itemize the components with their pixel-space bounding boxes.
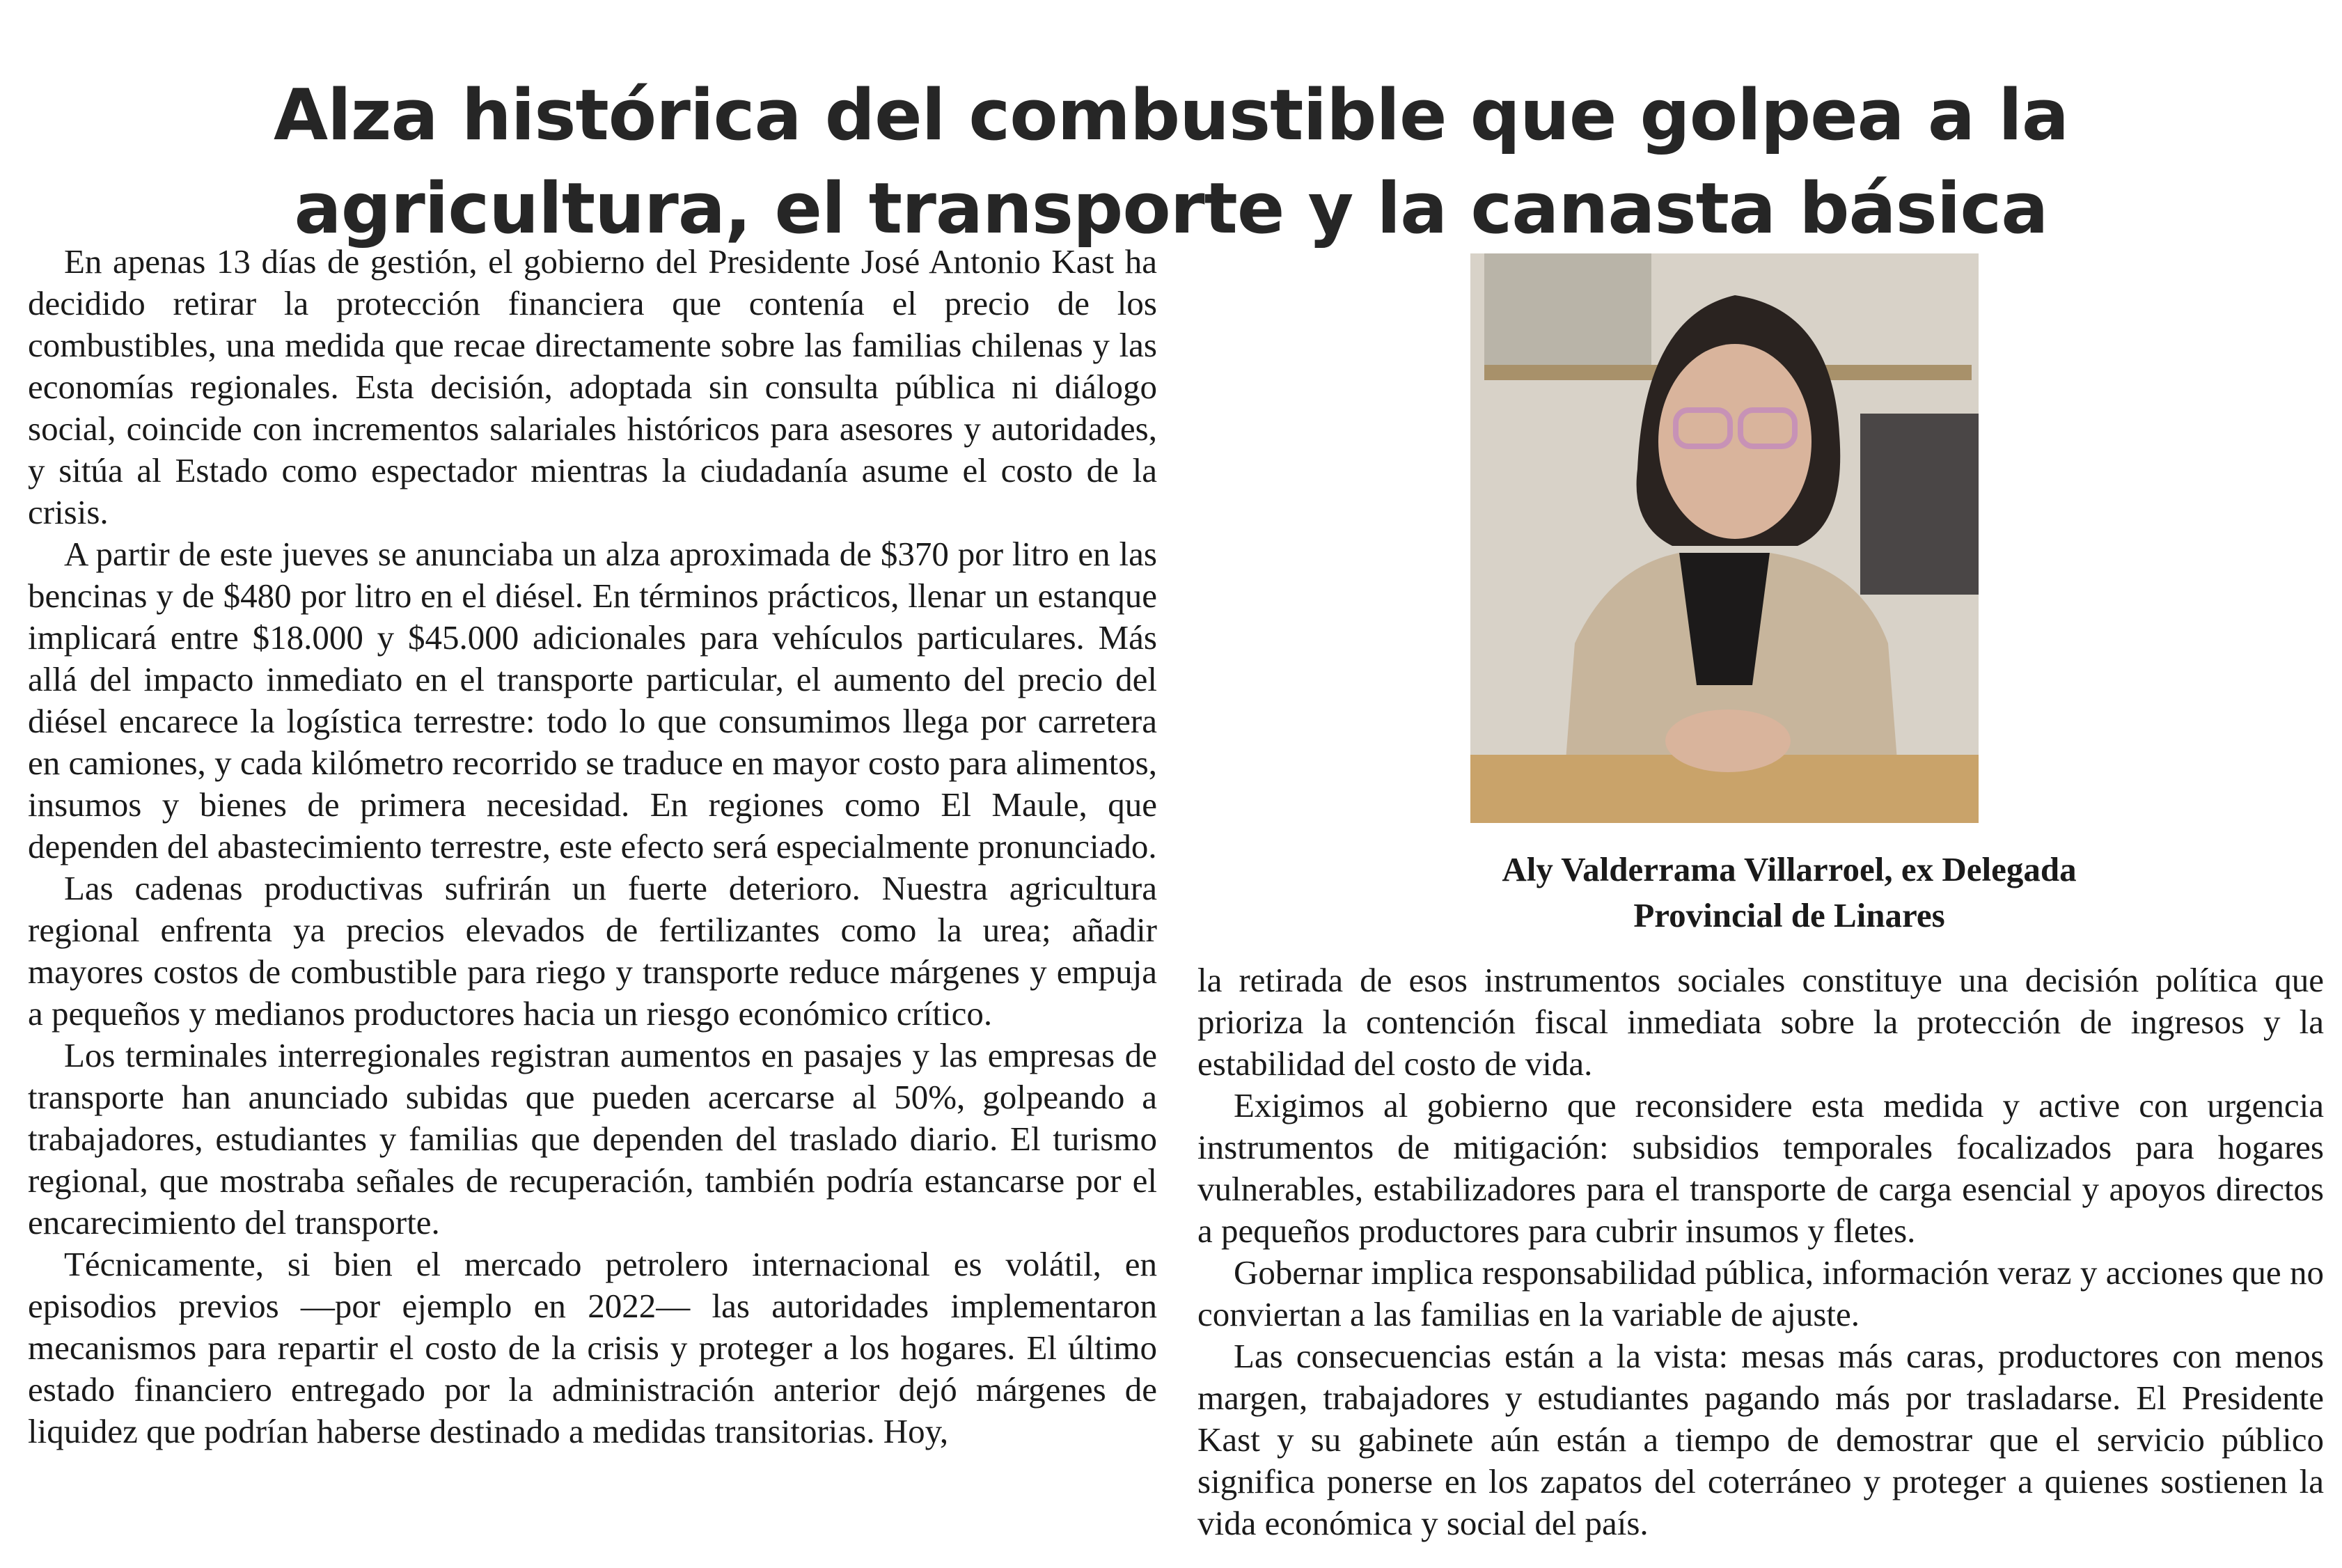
- paragraph: Las consecuencias están a la vista: mesas más caras, productores con menos margen, trabajadores y estudiantes pagando más por trasladarse. El Presidente Kast y su gabinete aún están a tiempo de demostrar que el servicio público significa ponerse en los zapatos del coterráneo y proteger a quienes sostienen la vida económica y social del país.: [1197, 1337, 2324, 1542]
- headline: [0, 68, 2342, 255]
- caption-line-1: Aly Valderrama Villarroel, ex Delegada: [1502, 850, 2077, 888]
- paragraph: En apenas 13 días de gestión, el gobierno del Presidente José Antonio Kast ha decidido retirar la protección financiera que contenía el precio de los combustibles, una medida que recae directamente sobre las familias chilenas y las economías regionales. Esta decisión, adoptada sin consulta pública ni diálogo social, coincide con incrementos salariales históricos para asesores y autoridades, y sitúa al Estado como espectador mientras la ciudadanía asume el costo de la crisis.: [28, 242, 1157, 531]
- photo-caption: [1323, 847, 2256, 939]
- article-column-left: [28, 241, 1157, 1452]
- caption-line-2: Provincial de Linares: [1633, 896, 1945, 934]
- paragraph: Los terminales interregionales registran aumentos en pasajes y las empresas de transporte han anunciado subidas que pueden acercarse al 50%, golpeando a trabajadores, estudiantes y familias que dependen del traslado diario. El turismo regional, que mostraba señales de recuperación, también podría estancarse por el encarecimiento del transporte.: [28, 1036, 1157, 1241]
- headline-line-1: Alza histórica del combustible que golpea a la: [273, 73, 2069, 156]
- photo-chair: [1860, 414, 1979, 595]
- portrait-photo-icon: [1470, 253, 1979, 823]
- photo-hands: [1665, 709, 1791, 772]
- paragraph: Técnicamente, si bien el mercado petrolero internacional es volátil, en episodios previos —por ejemplo en 2022— las autoridades implementaron mecanismos para repartir el costo de la crisis y proteger a los hogares. El último estado financiero entregado por la administración anterior dejó márgenes de liquidez que podrían haberse destinado a medidas transitorias. Hoy,: [28, 1245, 1157, 1450]
- article-column-right: [1197, 959, 2324, 1544]
- paragraph: la retirada de esos instrumentos sociales constituye una decisión política que prioriza la contención fiscal inmediata sobre la protección de ingresos y la estabilidad del costo de vida.: [1197, 961, 2324, 1083]
- paragraph: Las cadenas productivas sufrirán un fuerte deterioro. Nuestra agricultura regional enfrenta ya precios elevados de fertilizantes como la urea; añadir mayores costos de combustible para riego y transporte reduce márgenes y empuja a pequeños y medianos productores hacia un riesgo económico crítico.: [28, 869, 1157, 1033]
- headline-line-2: agricultura, el transporte y la canasta básica: [294, 166, 2048, 249]
- paragraph: Gobernar implica responsabilidad pública, información veraz y acciones que no conviertan a las familias en la variable de ajuste.: [1197, 1253, 2324, 1333]
- photo-window: [1484, 253, 1651, 372]
- paragraph: Exigimos al gobierno que reconsidere esta medida y active con urgencia instrumentos de mitigación: subsidios temporales focalizados para hogares vulnerables, estabilizadores para el transporte de carga esencial y apoyos directos a pequeños productores para cubrir insumos y fletes.: [1197, 1086, 2324, 1250]
- author-photo: [1470, 253, 1979, 823]
- paragraph: A partir de este jueves se anunciaba un alza aproximada de $370 por litro en las bencinas y de $480 por litro en el diésel. En términos prácticos, llenar un estanque implicará entre $18.000 y $45.000 adicionales para vehículos particulares. Más allá del impacto inmediato en el transporte particular, el aumento del precio del diésel encarece la logística terrestre: todo lo que consumimos llega por carretera en camiones, y cada kilómetro recorrido se traduce en mayor costo para alimentos, insumos y bienes de primera necesidad. En regiones como El Maule, que dependen del abastecimiento terrestre, este efecto será especialmente pronunciado.: [28, 535, 1157, 865]
